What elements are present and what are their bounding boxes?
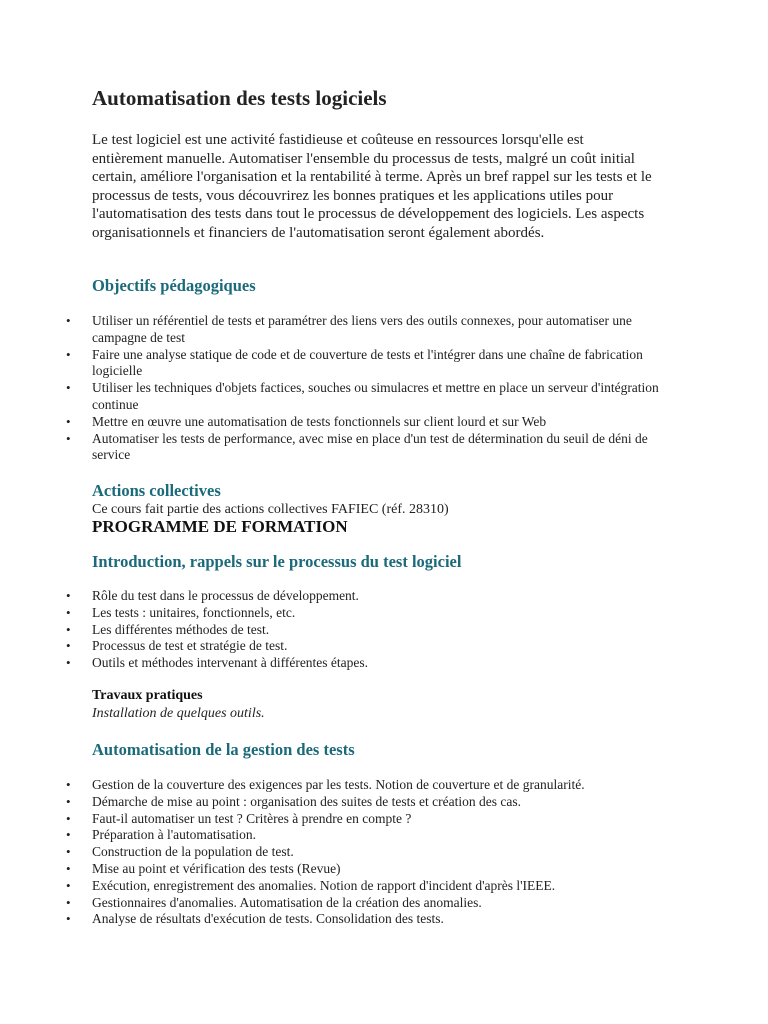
objectifs-heading: Objectifs pédagogiques bbox=[92, 276, 256, 295]
actions-text: Ce cours fait partie des actions collectives FAFIEC (réf. 28310) bbox=[92, 502, 449, 517]
introduction-heading: Introduction, rappels sur le processus du test logiciel bbox=[92, 552, 462, 571]
list-item: • Faire une analyse statique de code et de couverture de tests et l'intégrer dans une chaîne de fabrication logicielle bbox=[92, 347, 682, 381]
list-item: • Analyse de résultats d'exécution de tests. Consolidation des tests. bbox=[92, 911, 682, 928]
list-item: • Processus de test et stratégie de test. bbox=[92, 638, 682, 655]
list-item: • Préparation à l'automatisation. bbox=[92, 827, 682, 844]
list-item: • Les différentes méthodes de test. bbox=[92, 622, 682, 639]
list-item: • Gestion de la couverture des exigences par les tests. Notion de couverture et de granularité. bbox=[92, 777, 682, 794]
list-item: • Mise au point et vérification des tests (Revue) bbox=[92, 861, 682, 878]
travaux-pratiques-text: Installation de quelques outils. bbox=[92, 706, 265, 721]
list-item: • Rôle du test dans le processus de développement. bbox=[92, 588, 682, 605]
intro-paragraph: Le test logiciel est une activité fastidieuse et coûteuse en ressources lorsqu'elle est entièrement manuelle. Automatiser l'ensemble du processus de tests, malgré un coût initial certain, améliore l'organisation et la rentabilité à terme. Après un bref rappel sur les tests et le processus de tests, vous découvrirez les bonnes pratiques et les applications utiles pour l'automatisation des tests dans tout le processus de développement des logiciels. Les aspects organisationnels et financiers de l'automatisation seront également abordés. bbox=[92, 132, 652, 241]
list-item: • Construction de la population de test. bbox=[92, 844, 682, 861]
list-item: • Démarche de mise au point : organisation des suites de tests et création des cas. bbox=[92, 794, 682, 811]
list-item: • Gestionnaires d'anomalies. Automatisation de la création des anomalies. bbox=[92, 895, 682, 912]
gestion-heading: Automatisation de la gestion des tests bbox=[92, 740, 355, 759]
list-item: • Outils et méthodes intervenant à différentes étapes. bbox=[92, 655, 682, 672]
introduction-list bbox=[92, 588, 682, 672]
list-item: • Les tests : unitaires, fonctionnels, etc. bbox=[92, 605, 682, 622]
programme-heading: PROGRAMME DE FORMATION bbox=[92, 517, 348, 536]
travaux-pratiques-label: Travaux pratiques bbox=[92, 688, 203, 703]
page-title: Automatisation des tests logiciels bbox=[92, 86, 387, 110]
list-item: • Utiliser les techniques d'objets factices, souches ou simulacres et mettre en place un serveur d'intégration continue bbox=[92, 380, 682, 414]
list-item: • Faut-il automatiser un test ? Critères à prendre en compte ? bbox=[92, 811, 682, 828]
list-item: • Utiliser un référentiel de tests et paramétrer des liens vers des outils connexes, pour automatiser une campagne de test bbox=[92, 313, 682, 347]
actions-heading: Actions collectives bbox=[92, 481, 221, 500]
objectifs-list bbox=[92, 313, 682, 464]
list-item: • Mettre en œuvre une automatisation de tests fonctionnels sur client lourd et sur Web bbox=[92, 414, 682, 431]
gestion-list bbox=[92, 777, 682, 928]
list-item: • Exécution, enregistrement des anomalies. Notion de rapport d'incident d'après l'IEEE. bbox=[92, 878, 682, 895]
list-item: • Automatiser les tests de performance, avec mise en place d'un test de détermination du seuil de déni de service bbox=[92, 431, 682, 465]
